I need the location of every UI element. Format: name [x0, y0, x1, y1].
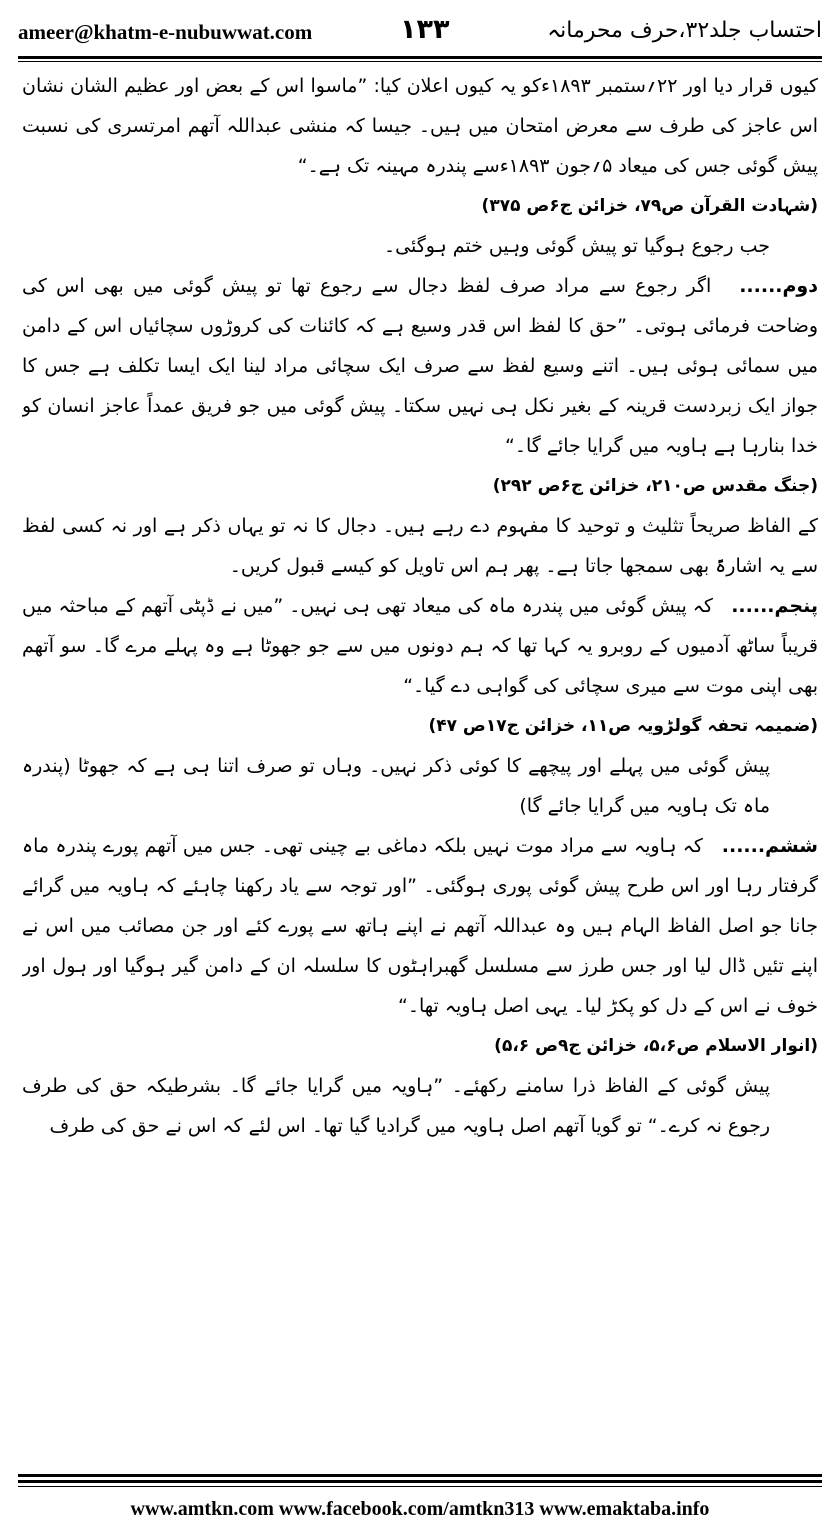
paragraph-quote-1: کیوں قرار دیا اور ۲۲؍ستمبر ۱۸۹۳ءکو یہ کیوں اعلان کیا: ”ماسوا اس کے بعض اور عظیم الشان نشان اس عاجز کی طرف سے معرض امتحان میں ہیں۔ جیسا کہ منشی عبداللہ آتھم امرتسری کی نسبت پیش گوئی جس کی میعاد ۵؍جون ۱۸۹۳ءسے پندرہ مہینہ تک ہے۔“	[22, 75, 818, 177]
header-rule-thin	[18, 61, 822, 62]
paragraph-5	[22, 586, 818, 706]
paragraph-3	[22, 266, 818, 466]
paragraph-5-text: کہ پیش گوئی میں پندرہ ماہ کی میعاد تھی ہی نہیں۔ ”میں نے ڈپٹی آتھم کے مباحثہ میں قریباً ساٹھ آدمیوں کے روبرو یہ کہا تھا کہ ہم دونوں میں سے جو جھوٹا ہے وہ پہلے مرے گا۔ سو آتھم بھی اپنی موت سے میری سچائی کی گواہی دے گیا۔“	[22, 595, 818, 697]
paragraph-2: جب رجوع ہوگیا تو پیش گوئی وہیں ختم ہوگئی۔	[384, 235, 770, 257]
footer-rule-1	[18, 1474, 822, 1477]
header-email: ameer@khatm-e-nubuwwat.com	[18, 20, 313, 44]
footer-links: www.amtkn.com www.facebook.com/amtkn313 www.emaktaba.info	[130, 1498, 710, 1520]
page-body	[22, 66, 818, 1464]
paragraph-4: کے الفاظ صریحاً تثلیث و توحید کا مفہوم دے رہے ہیں۔ دجال کا نہ تو یہاں ذکر ہے اور نہ کسی لفظ سے یہ اشارۃً بھی سمجھا جاتا ہے۔ پھر ہم اس تاویل کو کیسے قبول کریں۔	[22, 515, 818, 577]
paragraph-7	[22, 826, 818, 1026]
page-header	[18, 12, 822, 54]
header-rule	[18, 56, 822, 59]
footer-rule-3	[18, 1486, 822, 1487]
reference-5: (ضمیمہ تحفہ گولڑویہ ص۱۱، خزائن ج۱۷ص ۴۷)	[428, 716, 818, 736]
footer-rule-2	[18, 1480, 822, 1483]
paragraph-8: پیش گوئی کے الفاظ ذرا سامنے رکھئے۔ ”ہاویہ میں گرایا جائے گا۔ بشرطیکہ حق کی طرف رجوع نہ کرے۔“ تو گویا آتھم اصل ہاویہ میں گرادیا گیا تھا۔ اس لئے کہ اس نے حق کی طرف	[22, 1075, 770, 1137]
paragraph-7-text: کہ ہاویہ سے مراد موت نہیں بلکہ دماغی بے چینی تھی۔ جس میں آتھم پورے پندرہ ماہ گرفتار رہا اور اس طرح پیش گوئی پوری ہوگئی۔ ”اور توجہ سے یاد رکھنا چاہئے کہ ہاویہ میں گرائے جانا جو اصل الفاظ الہام ہیں وہ عبداللہ آتھم نے اپنے ہاتھ سے پورے کئے اور جن مصائب میں اس نے اپنے تئیں ڈال لیا اور جس طرز سے مسلسل گھبراہٹوں کا سلسلہ ان کے دامن گیر ہوگیا اور ہول اور خوف نے اس کے دل کو پکڑ لیا۔ یہی اصل ہاویہ تھا۔“	[22, 835, 818, 1017]
paragraph-3-text: اگر رجوع سے مراد صرف لفظ دجال سے رجوع تھا تو پیش گوئی میں بھی اس کی وضاحت فرمائی ہوتی۔ ”حق کا لفظ اس قدر وسیع ہے کہ کائنات کی کروڑوں سچائیاں اس کے دامن میں سمائی ہوئی ہیں۔ اتنے وسیع لفظ سے صرف ایک سچائی مراد لینا ایک ایسا تکلف ہے جس کا جواز ایک زبردست قرینہ کے بغیر نکل ہی نہیں سکتا۔ پیش گوئی میں جو فریق عمداً عاجز انسان کو خدا بنارہا ہے ہاویہ میں گرایا جائے گا۔“	[22, 275, 818, 457]
reference-1: (شہادت القرآن ص۷۹، خزائن ج۶ص ۳۷۵)	[481, 196, 818, 216]
reference-7: (انوار الاسلام ص۵،۶، خزائن ج۹ص ۵،۶)	[494, 1036, 818, 1056]
paragraph-6: پیش گوئی میں پہلے اور پیچھے کا کوئی ذکر نہیں۔ وہاں تو صرف اتنا ہی ہے کہ جھوٹا (پندرہ ماہ تک ہاویہ میں گرایا جائے گا)	[22, 755, 770, 817]
point-label-dom: دوم......	[739, 275, 818, 297]
running-head: احتساب جلد۳۲،حرف محرمانہ	[547, 18, 822, 43]
point-label-shashum: ششم......	[721, 835, 818, 857]
reference-3: (جنگ مقدس ص۲۱۰، خزائن ج۶ص ۲۹۲)	[492, 476, 818, 496]
point-label-panjum: پنجم......	[731, 595, 818, 617]
page-number: ۱۳۳	[400, 14, 450, 45]
